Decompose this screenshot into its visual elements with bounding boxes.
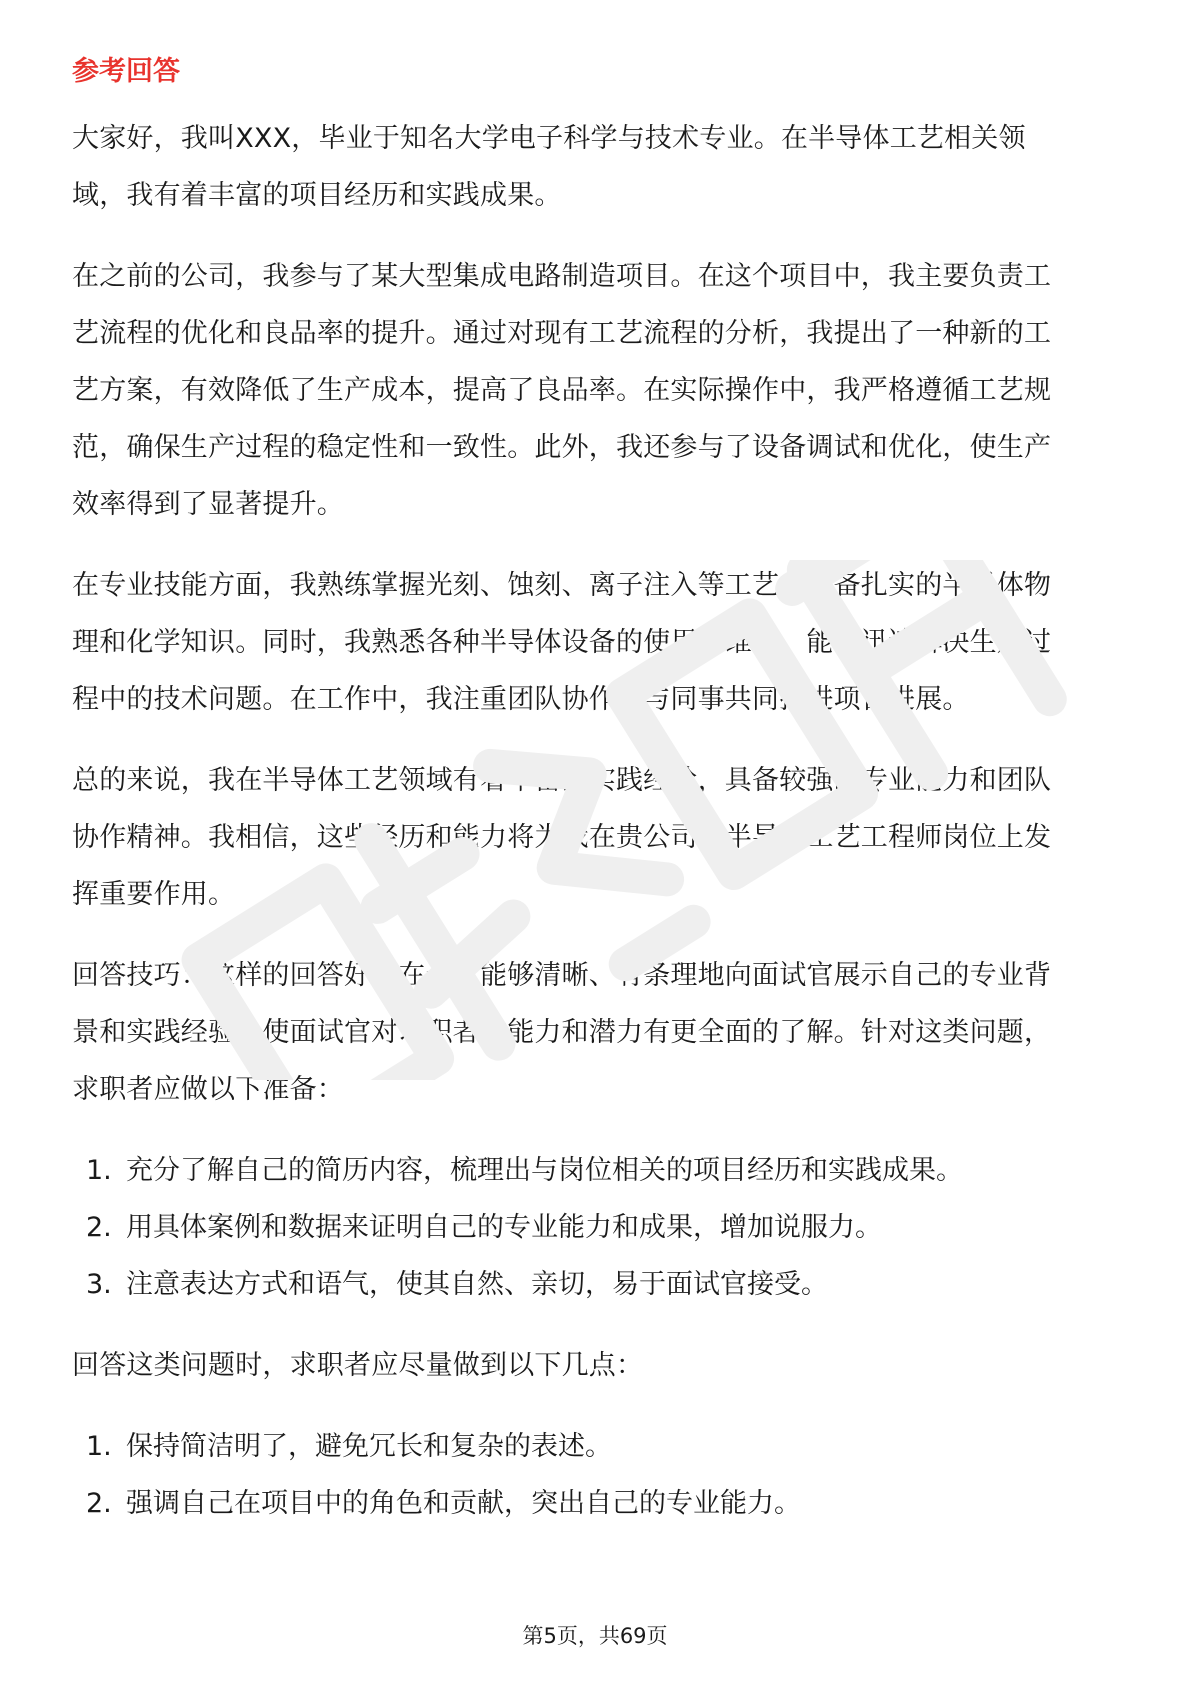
paragraph-points-intro: 回答这类问题时，求职者应尽量做到以下几点： — [72, 1350, 644, 1381]
paragraph-intro: 大家好，我叫XXX，毕业于知名大学电子科学与技术专业。在半导体工艺相关领域，我有着丰富的项目经历和实践成果。 — [72, 123, 1026, 211]
list-item — [72, 1199, 1062, 1256]
paragraph-summary: 总的来说，我在半导体工艺领域有着丰富的实践经验，具备较强的专业能力和团队协作精神。我相信，这些经历和能力将为我在贵公司的半导体工艺工程师岗位上发挥重要作用。 — [72, 765, 1052, 910]
list-item — [72, 1142, 1062, 1199]
list-text: 用具体案例和数据来证明自己的专业能力和成果，增加说服力。 — [126, 1212, 882, 1243]
list-number: 1. — [86, 1431, 112, 1462]
paragraph-project: 在之前的公司，我参与了某大型集成电路制造项目。在这个项目中，我主要负责工艺流程的优化和良品率的提升。通过对现有工艺流程的分析，我提出了一种新的工艺方案，有效降低了生产成本，提高了良品率。在实际操作中，我严格遵循工艺规范，确保生产过程的稳定性和一致性。此外，我还参与了设备调试和优化，使生产效率得到了显著提升。 — [72, 261, 1052, 520]
list-number: 3. — [86, 1269, 112, 1300]
paragraph-skills: 在专业技能方面，我熟练掌握光刻、蚀刻、离子注入等工艺，具备扎实的半导体物理和化学知识。同时，我熟悉各种半导体设备的使用和维护，能够迅速解决生产过程中的技术问题。在工作中，我注重团队协作，与同事共同推进项目进展。 — [72, 570, 1052, 715]
section-heading: 参考回答 — [72, 56, 180, 87]
list-number: 2. — [86, 1212, 112, 1243]
page-footer: 第5页，共69页 — [522, 1624, 668, 1648]
list-item — [72, 1256, 1062, 1313]
paragraph-tips: 回答技巧：这样的回答好处在于，能够清晰、有条理地向面试官展示自己的专业背景和实践经验，使面试官对求职者的能力和潜力有更全面的了解。针对这类问题，求职者应做以下准备： — [72, 960, 1052, 1105]
list-text: 充分了解自己的简历内容，梳理出与岗位相关的项目经历和实践成果。 — [126, 1155, 963, 1186]
list-number: 2. — [86, 1488, 112, 1519]
list-text: 注意表达方式和语气，使其自然、亲切，易于面试官接受。 — [126, 1269, 828, 1300]
preparation-list — [72, 1142, 1062, 1313]
list-item — [72, 1475, 1062, 1532]
points-list — [72, 1418, 1062, 1532]
list-text: 强调自己在项目中的角色和贡献，突出自己的专业能力。 — [126, 1488, 801, 1519]
list-item — [72, 1418, 1062, 1475]
list-number: 1. — [86, 1155, 112, 1186]
list-text: 保持简洁明了，避免冗长和复杂的表述。 — [126, 1431, 612, 1462]
